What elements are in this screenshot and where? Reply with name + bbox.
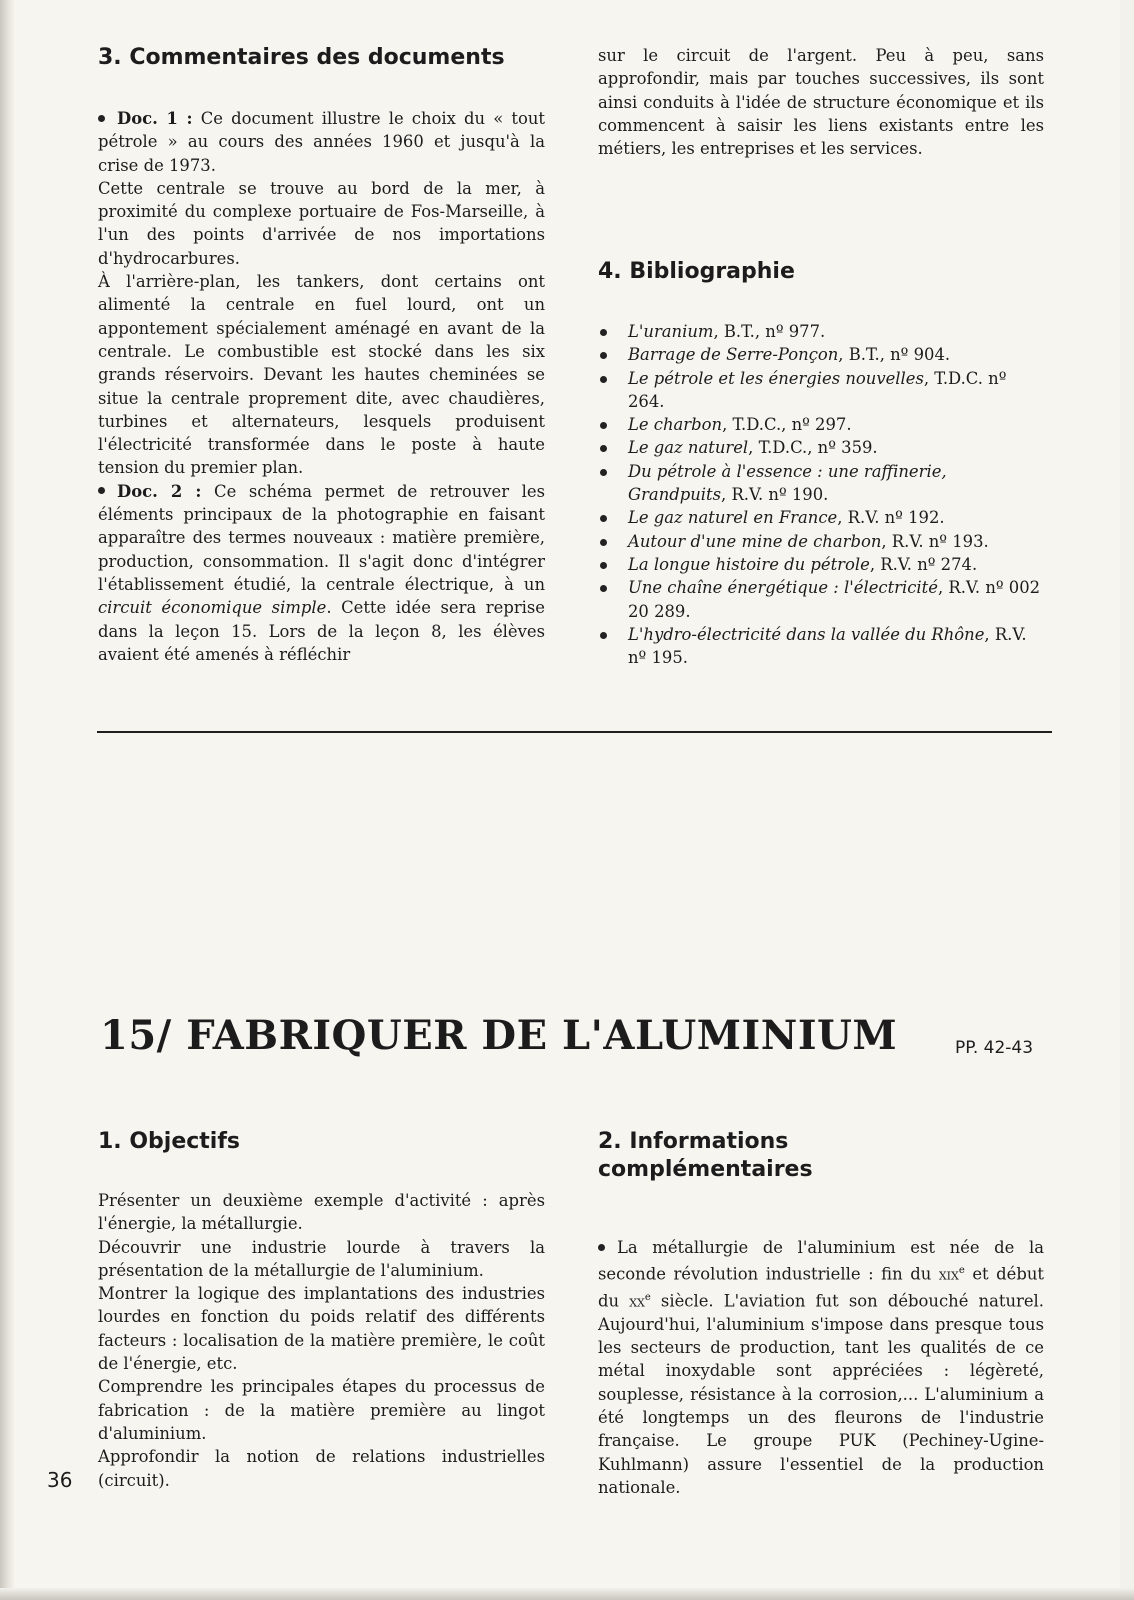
info-text-a: La métallurgie de l'aluminium est née de la seconde révolution industrielle : fin du bbox=[598, 1238, 1044, 1284]
bibliography-item bbox=[598, 506, 1044, 529]
bibliography-ref: , R.V. nº 002 20 289. bbox=[628, 578, 1041, 621]
doc1-label: Doc. 1 : bbox=[117, 109, 193, 128]
page-number: 36 bbox=[47, 1468, 73, 1492]
section-divider bbox=[97, 731, 1052, 733]
bullet-icon bbox=[600, 515, 607, 522]
objectif-paragraph: Approfondir la notion de relations industrielles (circuit). bbox=[98, 1447, 545, 1490]
bibliography-ref: , R.V. nº 190. bbox=[721, 485, 829, 505]
bibliography-ref: , T.D.C., nº 359. bbox=[748, 438, 878, 458]
bibliography-item bbox=[598, 460, 1044, 507]
bullet-icon bbox=[600, 562, 607, 569]
bibliography-title: La longue histoire du pétrole bbox=[628, 554, 870, 574]
century-19-suffix: e bbox=[958, 1265, 965, 1277]
informations-title-line1: 2. Informations bbox=[598, 1129, 789, 1154]
section-3-continued bbox=[598, 44, 1044, 160]
bibliography-item bbox=[598, 530, 1044, 553]
objectifs-title: 1. Objectifs bbox=[98, 1129, 241, 1154]
document-page bbox=[14, 0, 1120, 1600]
paragraph-description: À l'arrière-plan, les tankers, dont certains ont alimenté la centrale en fuel lourd, ont un appontement spécialement aménagé en avant de la centrale. Le combustible est stocké dans les six grands réservoirs. Devant les hautes cheminées se situe la centrale proprement dite, avec chaudières, turbines et alternateurs, lesquels produisent l'électricité transformée dans le poste à haute tension du premier plan. bbox=[98, 272, 545, 478]
objectifs-body bbox=[98, 1189, 545, 1492]
informations-body bbox=[598, 1236, 1044, 1499]
bullet-icon bbox=[600, 422, 607, 429]
informations-title bbox=[598, 1128, 813, 1184]
bullet-icon bbox=[600, 632, 607, 639]
bibliography-title: Autour d'une mine de charbon bbox=[628, 531, 882, 551]
bibliography-title: L'hydro-électricité dans la vallée du Rhône bbox=[628, 624, 985, 644]
objectif-paragraph: Comprendre les principales étapes du processus de fabrication : de la matière première au lingot d'aluminium. bbox=[98, 1377, 545, 1443]
info-text-b: et début du bbox=[598, 1264, 1044, 1311]
bibliography-ref: , B.T., nº 904. bbox=[838, 345, 951, 365]
bullet-icon bbox=[600, 329, 607, 336]
doc1-text: Ce document illustre le choix du « tout pétrole » au cours des années 1960 et jusqu'à la crise de 1973. bbox=[98, 109, 545, 175]
bibliography-ref: , T.D.C. nº 264. bbox=[628, 368, 1007, 411]
page-reference: PP. 42-43 bbox=[955, 1038, 1034, 1058]
bibliography-ref: , R.V. nº 274. bbox=[869, 554, 978, 574]
bibliography-ref: , R.V. nº 195. bbox=[628, 624, 1027, 668]
doc2-paragraph bbox=[98, 480, 545, 666]
bullet-icon bbox=[98, 115, 105, 122]
page-edge-left bbox=[0, 0, 14, 1600]
bibliography-item bbox=[598, 576, 1044, 623]
informations-paragraph bbox=[598, 1236, 1044, 1499]
bibliography-title: Le pétrole et les énergies nouvelles bbox=[628, 368, 924, 388]
bibliography-item bbox=[598, 320, 1044, 343]
objectif-paragraph: Découvrir une industrie lourde à travers la présentation de la métallurgie de l'aluminium. bbox=[98, 1237, 545, 1280]
doc2-label: Doc. 2 : bbox=[117, 481, 202, 501]
objectif-paragraph: Présenter un deuxième exemple d'activité : après l'énergie, la métallurgie. bbox=[98, 1191, 545, 1234]
bibliography-title: Le gaz naturel bbox=[628, 438, 749, 458]
bibliography-title: L'uranium bbox=[628, 322, 714, 341]
section-3-title: 3. Commentaires des documents bbox=[98, 45, 505, 70]
bibliography-ref: , T.D.C., nº 297. bbox=[722, 415, 852, 435]
objectif-paragraph: Montrer la logique des implantations des industries lourdes en fonction du poids relatif des différents facteurs : localisation de la matière première, le coût de l'énergie, etc. bbox=[98, 1284, 545, 1374]
century-19: xix bbox=[938, 1264, 959, 1284]
section-3-body bbox=[98, 107, 545, 666]
bibliography-list bbox=[598, 320, 1044, 669]
bibliography-ref: , R.V. nº 192. bbox=[837, 508, 945, 528]
bullet-icon bbox=[600, 376, 607, 383]
continued-paragraph: sur le circuit de l'argent. Peu à peu, sans approfondir, mais par touches successives, ils sont ainsi conduits à l'idée de structure économique et ils commencent à saisir les liens existants entre les métiers, les entreprises et les services. bbox=[598, 46, 1044, 159]
bibliography-title: Du pétrole à l'essence : une raffinerie, Grandpuits bbox=[628, 461, 947, 505]
century-20: xx bbox=[629, 1291, 645, 1311]
doc2-emphasis: circuit économique simple bbox=[98, 598, 327, 618]
doc2-text-a: Ce schéma permet de retrouver les éléments principaux de la photographie en faisant apparaître des termes nouveaux : matière première, production, consommation. Il s'agit donc d'intégrer l'établissement étudié, la centrale électrique, à un bbox=[98, 481, 545, 594]
bibliography-item bbox=[598, 343, 1044, 366]
bibliography-item bbox=[598, 436, 1044, 459]
bullet-icon bbox=[600, 585, 607, 592]
bibliography-title: Le gaz naturel en France bbox=[628, 508, 838, 528]
doc1-paragraph bbox=[98, 107, 545, 177]
bibliography-item bbox=[598, 623, 1044, 670]
section-4-title: 4. Bibliographie bbox=[598, 259, 795, 284]
bibliography-title: Barrage de Serre-Ponçon bbox=[628, 345, 839, 365]
bullet-icon bbox=[600, 469, 607, 476]
bullet-icon bbox=[98, 487, 105, 494]
bibliography-item bbox=[598, 367, 1044, 414]
lesson-title: 15/ FABRIQUER DE L'ALUMINIUM bbox=[100, 1012, 898, 1059]
century-20-suffix: e bbox=[644, 1292, 651, 1304]
bullet-icon bbox=[600, 445, 607, 452]
doc2-text-b: . Cette idée sera reprise dans la leçon 15. Lors de la leçon 8, les élèves avaient été amenés à réfléchir bbox=[98, 598, 546, 664]
bibliography-item bbox=[598, 413, 1044, 436]
bibliography bbox=[598, 320, 1044, 669]
bibliography-ref: , R.V. nº 193. bbox=[881, 531, 989, 551]
bibliography-title: Le charbon bbox=[628, 415, 723, 435]
bibliography-item bbox=[598, 553, 1044, 576]
informations-title-line2: complémentaires bbox=[598, 1157, 813, 1182]
info-text-c: siècle. L'aviation fut son débouché naturel. Aujourd'hui, l'aluminium s'impose dans presque tous les secteurs de production, tant les qualités de ce métal inoxydable sont appréciées : légèreté, souplesse, résistance à la corrosion,... L'aluminium a été longtemps un des fleurons de l'industrie française. Le groupe PUK (Pechiney-Ugine-Kuhlmann) assure l'essentiel de la production nationale. bbox=[598, 1291, 1044, 1497]
bibliography-ref: , B.T., nº 977. bbox=[713, 322, 826, 341]
page-edge-bottom bbox=[0, 1588, 1134, 1600]
paragraph-location: Cette centrale se trouve au bord de la mer, à proximité du complexe portuaire de Fos-Marseille, à l'un des points d'arrivée de nos importations d'hydrocarbures. bbox=[98, 178, 545, 268]
bullet-icon bbox=[598, 1244, 605, 1251]
bullet-icon bbox=[600, 539, 607, 546]
bibliography-title: Une chaîne énergétique : l'électricité bbox=[628, 578, 938, 598]
bullet-icon bbox=[600, 352, 607, 359]
